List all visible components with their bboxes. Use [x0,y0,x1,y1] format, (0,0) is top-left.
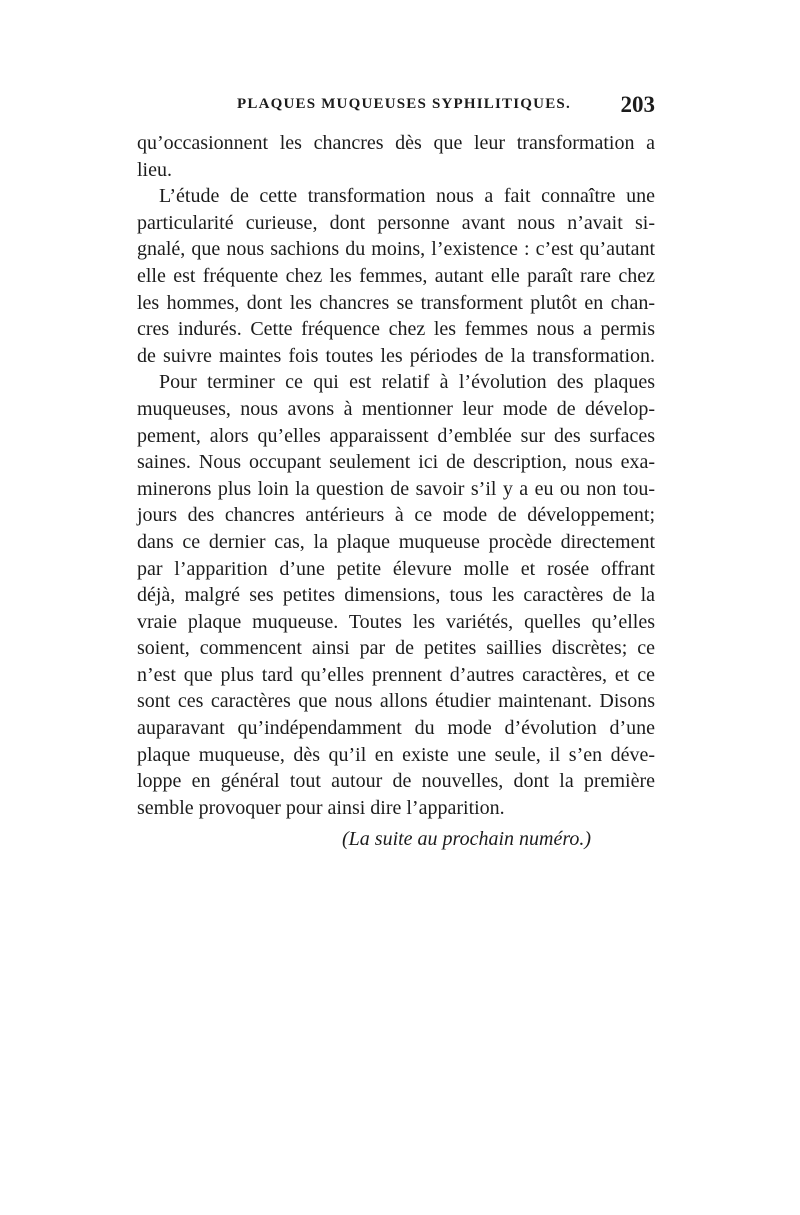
running-title: PLAQUES MUQUEUSES SYPHILITIQUES. [237,96,571,112]
page-number: 203 [620,92,655,117]
text-line: semble provoquer pour ainsi dire l’apparition. [137,796,505,819]
text-line: n’est que plus tard qu’elles prennent d’autres caractères, et ce [137,663,655,686]
text-line: qu’occasionnent les chancres dès que leur transformation a [137,132,655,154]
text-line: vraie plaque muqueuse. Toutes les variétés, quelles qu’elles [137,610,655,633]
text-line: muqueuses, nous avons à mentionner leur mode de dévelop- [137,397,655,420]
body-text [137,130,655,821]
text-line: minerons plus loin la question de savoir s’il y a eu ou non tou- [137,477,655,500]
text-line: gnalé, que nous sachions du moins, l’existence : c’est qu’autant [137,238,655,261]
text-line: de suivre maintes fois toutes les périodes de la transformation. [137,344,655,367]
text-line: par l’apparition d’une petite élevure molle et rosée offrant [137,557,655,580]
text-line: jours des chancres antérieurs à ce mode de développement; [137,504,655,527]
text-line: cres indurés. Cette fréquence chez les femmes nous a permis [137,318,655,341]
text-line: soient, commencent ainsi par de petites saillies discrètes; ce [137,637,655,660]
text-line: L’étude de cette transformation nous a fait connaître une [159,185,655,208]
text-line: auparavant qu’indépendamment du mode d’évolution d’une [137,717,655,740]
text-line: plaque muqueuse, dès qu’il en existe une seule, il s’en déve- [137,743,655,766]
text-line: pement, alors qu’elles apparaissent d’emblée sur des surfaces [137,424,655,447]
text-line: saines. Nous occupant seulement ici de description, nous exa- [137,451,655,474]
text-line: loppe en général tout autour de nouvelles, dont la première [137,770,655,793]
text-line: elle est fréquente chez les femmes, autant elle paraît rare chez [137,264,655,287]
text-line: sont ces caractères que nous allons étudier maintenant. Disons [137,690,655,713]
text-line: Pour terminer ce qui est relatif à l’évolution des plaques [159,371,655,394]
running-head [137,92,655,122]
text-line: les hommes, dont les chancres se transforment plutôt en chan- [137,291,655,314]
text-line: dans ce dernier cas, la plaque muqueuse procède directement [137,530,655,553]
text-line: particularité curieuse, dont personne avant nous n’avait si- [137,211,655,234]
text-line: déjà, malgré ses petites dimensions, tous les caractères de la [137,584,655,607]
continuation-note: (La suite au prochain numéro.) [342,828,592,850]
text-line: lieu. [137,158,172,181]
